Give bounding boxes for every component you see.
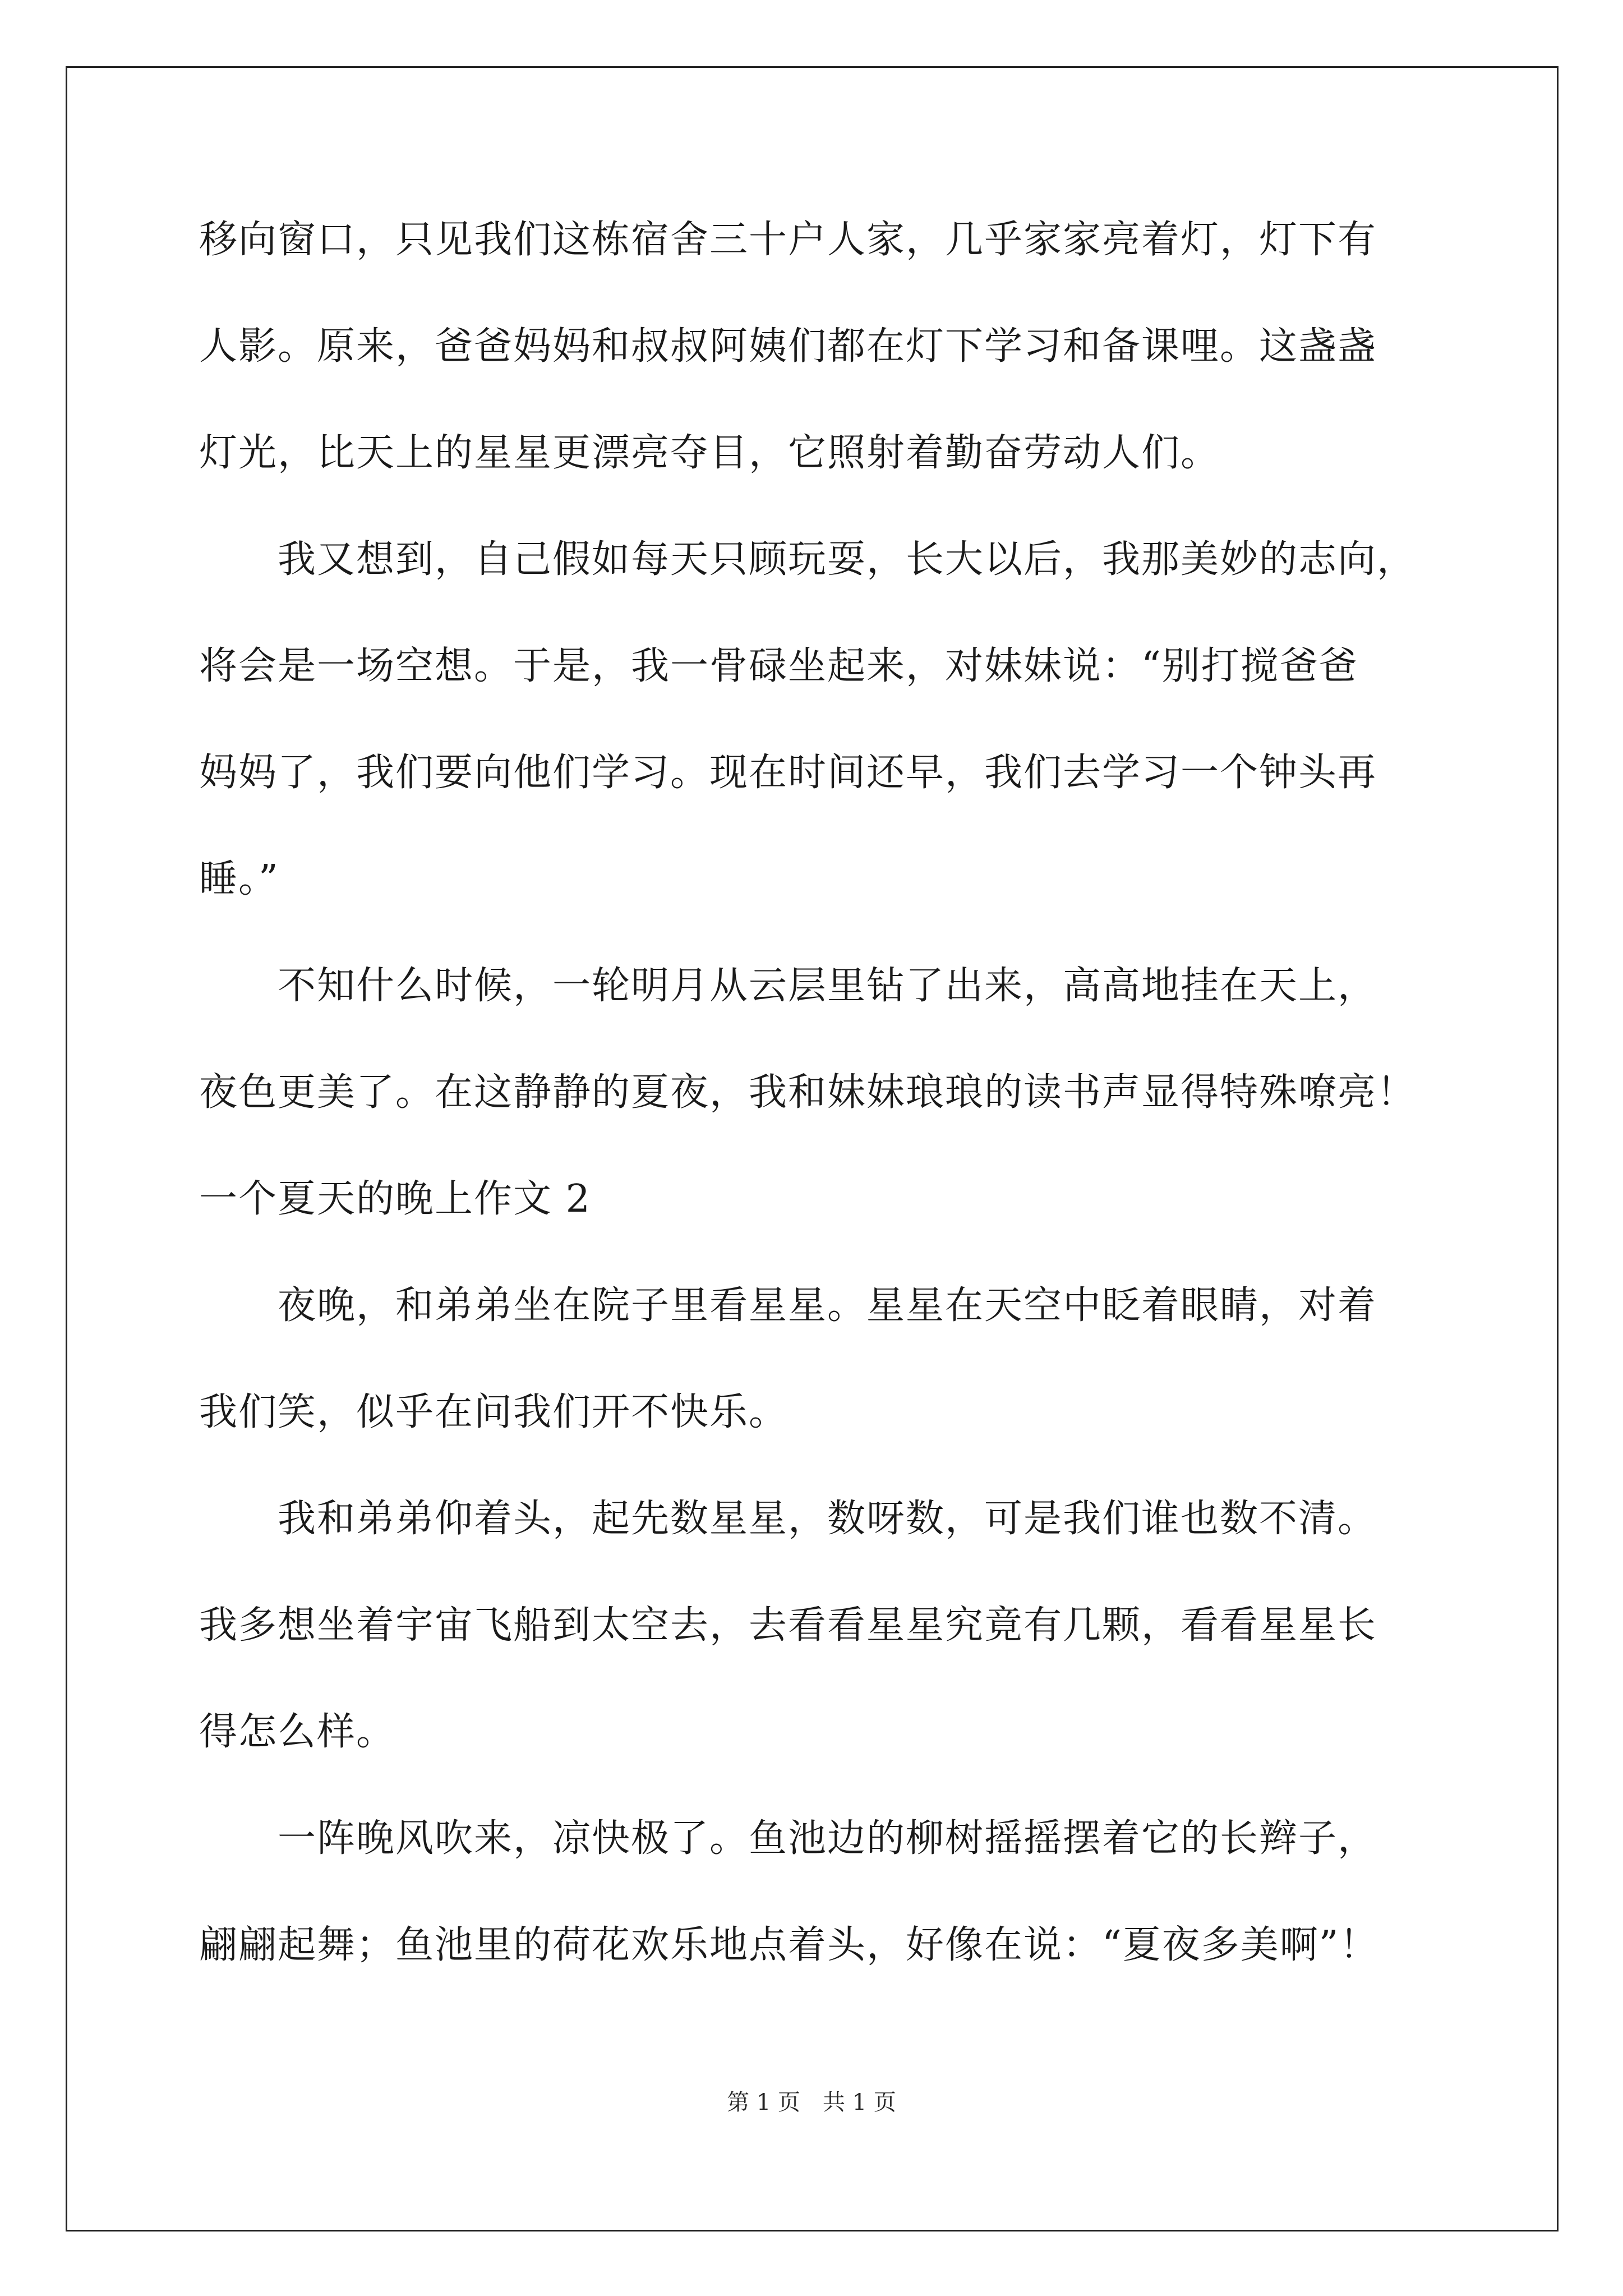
text-line: 人影。原来，爸爸妈妈和叔叔阿姨们都在灯下学习和备课哩。这盏盏 — [199, 324, 1377, 369]
text-line: 将会是一场空想。于是，我一骨碌坐起来，对妹妹说：“别打搅爸爸 — [199, 644, 1358, 688]
text-line: 得怎么样。 — [199, 1710, 396, 1754]
page-number-footer: 第 1 页 共 1 页 — [727, 2090, 896, 2115]
text-line: 一阵晚风吹来，凉快极了。鱼池边的柳树摇摇摆着它的长辫子， — [199, 1816, 1377, 1861]
text-line: 夜晚，和弟弟坐在院子里看星星。星星在天空中眨着眼睛，对着 — [199, 1283, 1377, 1328]
text-line: 睡。” — [199, 857, 279, 901]
section-heading: 一个夏天的晚上作文 2 — [199, 1177, 591, 1221]
text-line: 我和弟弟仰着头，起先数星星，数呀数，可是我们谁也数不清。 — [199, 1497, 1377, 1541]
text-line: 我多想坐着宇宙飞船到太空去，去看看星星究竟有几颗，看看星星长 — [199, 1603, 1377, 1648]
text-line: 不知什么时候，一轮明月从云层里钻了出来，高高地挂在天上， — [199, 964, 1377, 1008]
text-line: 我又想到，自己假如每天只顾玩耍，长大以后，我那美妙的志向， — [199, 537, 1417, 582]
page-border — [66, 66, 1559, 2231]
text-line: 我们笑，似乎在问我们开不快乐。 — [199, 1390, 789, 1434]
text-line: 夜色更美了。在这静静的夏夜，我和妹妹琅琅的读书声显得特殊嘹亮！ — [199, 1070, 1417, 1115]
text-line: 翩翩起舞；鱼池里的荷花欢乐地点着头，好像在说：“夏夜多美啊”！ — [199, 1923, 1379, 1967]
text-line: 灯光，比天上的星星更漂亮夺目，它照射着勤奋劳动人们。 — [199, 431, 1220, 475]
text-line: 移向窗口，只见我们这栋宿舍三十户人家，几乎家家亮着灯，灯下有 — [199, 218, 1377, 262]
text-line: 妈妈了，我们要向他们学习。现在时间还早，我们去学习一个钟头再 — [199, 751, 1377, 795]
